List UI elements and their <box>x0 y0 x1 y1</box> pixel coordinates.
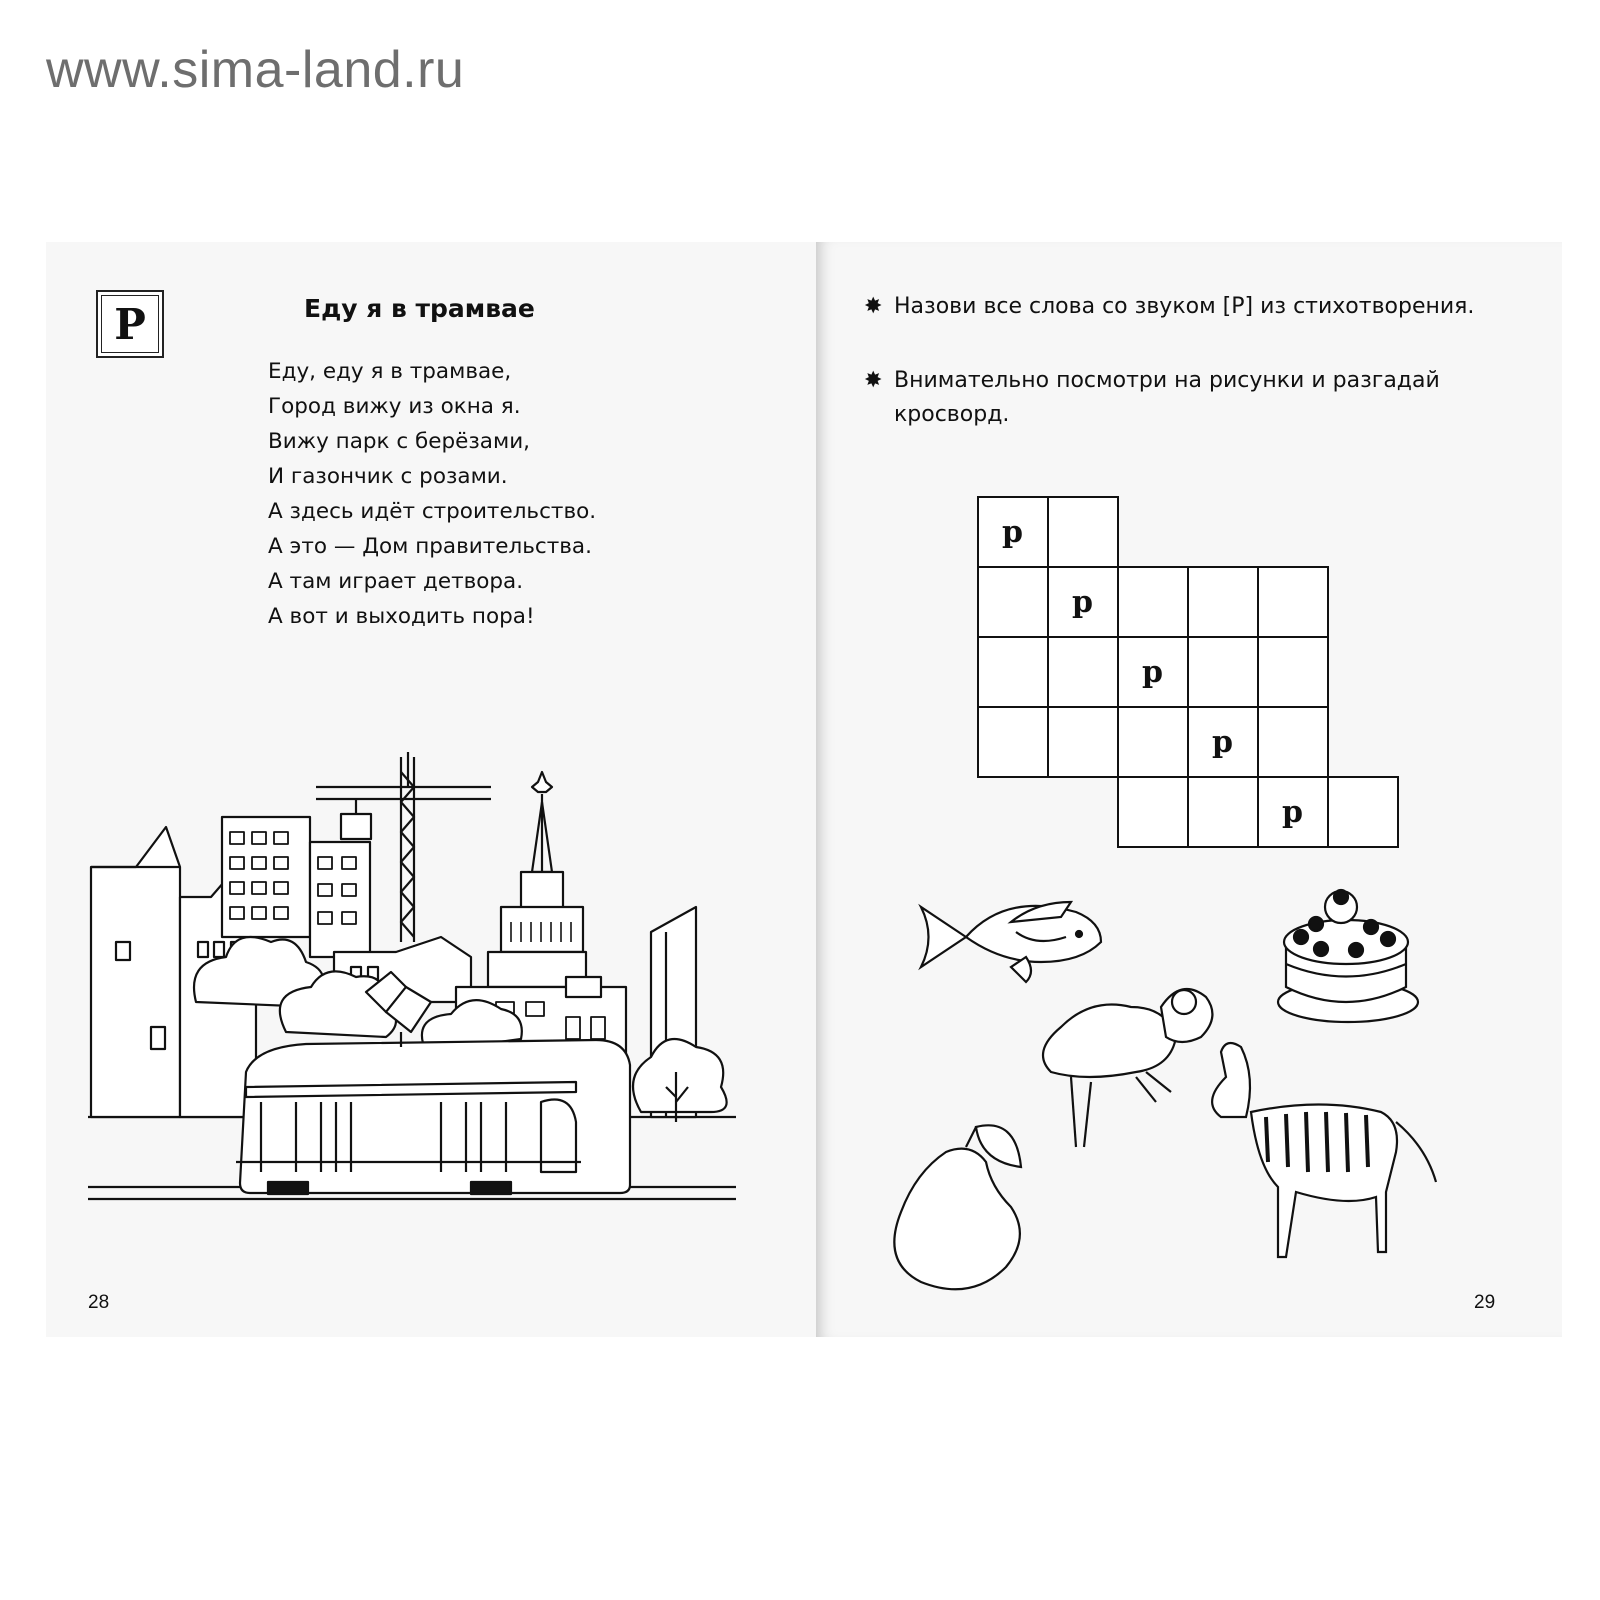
page-number: 29 <box>1474 1292 1496 1313</box>
poem-line: И газончик с розами. <box>268 464 508 489</box>
star-bullet-icon: ✸ <box>864 294 883 319</box>
poem-line: А это — Дом правительства. <box>268 534 592 559</box>
crossword-letter: р <box>1142 655 1163 690</box>
poem-line: А здесь идёт строительство. <box>268 499 597 524</box>
watermark: www.sima-land.ru <box>46 41 465 99</box>
cake-icon <box>1278 890 1418 1022</box>
task-text: Назови все слова со звуком [Р] из стихотворения. <box>894 294 1475 319</box>
star-bullet-icon: ✸ <box>864 368 883 393</box>
poem-line: А там играет детвора. <box>268 569 524 594</box>
city-tram-illustration <box>46 242 816 1337</box>
sheep-icon <box>1043 989 1212 1147</box>
poem-line: Еду, еду я в трамвае, <box>268 359 512 384</box>
crossword-letter: р <box>1002 515 1023 550</box>
pear-icon <box>894 1125 1021 1289</box>
crossword-letter: р <box>1072 585 1093 620</box>
task-text: Внимательно посмотри на рисунки и разгадай кросворд. <box>894 368 1440 427</box>
poem-title: Еду я в трамвае <box>304 294 535 323</box>
crossword-letter: р <box>1212 725 1233 760</box>
fish-icon <box>921 902 1101 982</box>
poem-line: А вот и выходить пора! <box>268 604 535 629</box>
zebra-icon <box>1212 1043 1436 1257</box>
poem-line: Вижу парк с берёзами, <box>268 429 530 454</box>
page-number: 28 <box>88 1292 110 1313</box>
poem-line: Город вижу из окна я. <box>268 394 521 419</box>
crossword-letter: р <box>1282 795 1303 830</box>
letter-badge: Р <box>96 290 164 358</box>
right-page <box>816 242 1562 1337</box>
left-page <box>46 242 817 1337</box>
